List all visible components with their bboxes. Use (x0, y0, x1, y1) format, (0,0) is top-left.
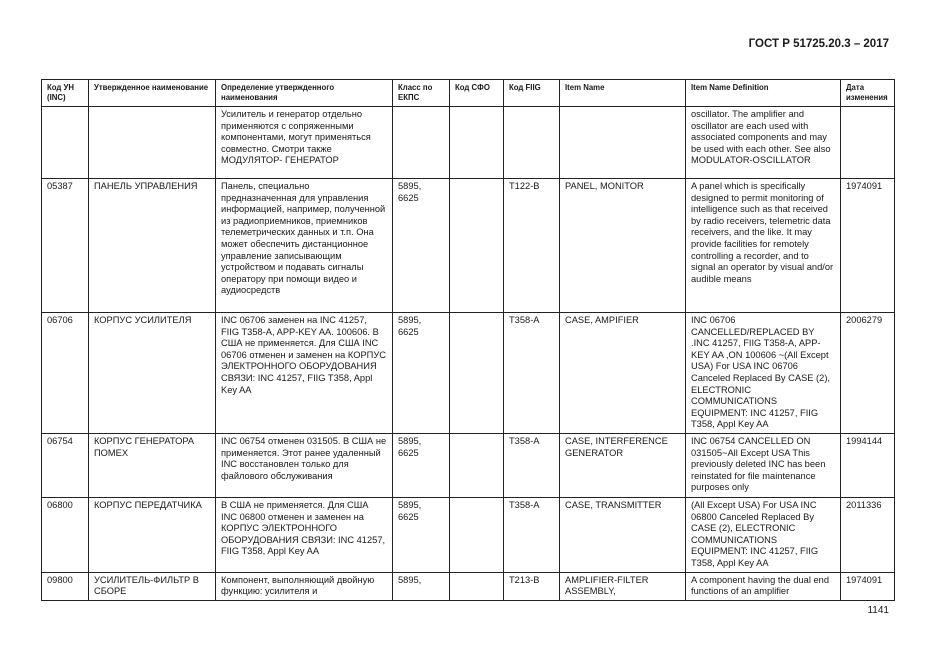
cell-item-name: CASE, AMPIFIER (560, 313, 686, 434)
cell-inc: 06706 (42, 313, 89, 434)
cell-sfo (450, 497, 504, 572)
cell-date: 1974091 (841, 572, 895, 600)
cell-item-definition: A panel which is specifically designed to permit monitoring of intelligence such as that received by radio receivers, telemetric data receivers, and the like. It may provide facilities for remotely controlling a recorder, and to signal an operator by visual and/or audible means (686, 179, 841, 313)
cell-inc (42, 107, 89, 179)
cell-sfo (450, 179, 504, 313)
cell-item-name: CASE, INTERFERENCE GENERATOR (560, 433, 686, 497)
page-number: 1141 (867, 605, 889, 616)
cell-date (841, 107, 895, 179)
cell-item-definition: INC 06706 CANCELLED/REPLACED BY .INC 41257, FIIG T358-A, APP-KEY AA ,ON 100606 ~(All Except USA) For USA INC 06706 Canceled Replaced By CASE (2), ELECTRONIC COMMUNICATIONS EQUIPMENT: INC 41257, FIIG T358, Appl Key AA (686, 313, 841, 434)
table-row (42, 313, 895, 434)
cell-name-ru: КОРПУС УСИЛИТЕЛЯ (89, 313, 216, 434)
cell-class: 5895, 6625 (393, 433, 450, 497)
cell-name-ru: УСИЛИТЕЛЬ-ФИЛЬТР В СБОРЕ (89, 572, 216, 600)
col-header-inc: Код УН (INC) (42, 80, 89, 107)
cell-fiig: T358-A (504, 433, 560, 497)
inc-table (41, 79, 895, 601)
col-header-name-ru: Утвержденное наименование (89, 80, 216, 107)
table-row (42, 179, 895, 313)
table-row (42, 433, 895, 497)
cell-class: 5895, 6625 (393, 179, 450, 313)
document-code: ГОСТ Р 51725.20.3 – 2017 (748, 38, 889, 50)
col-header-date: Дата изменения (841, 80, 895, 107)
cell-name-ru: КОРПУС ПЕРЕДАТЧИКА (89, 497, 216, 572)
cell-definition-ru: В США не применяется. Для США INC 06800 отменен и заменен на КОРПУС ЭЛЕКТРОННОГО ОБОРУДОВАНИЯ СВЯЗИ: INC 41257, FIIG T358, Appl Key AA (216, 497, 393, 572)
table-row (42, 572, 895, 600)
table-header-row (42, 80, 895, 107)
cell-date: 1974091 (841, 179, 895, 313)
cell-inc: 09800 (42, 572, 89, 600)
cell-name-ru: ПАНЕЛЬ УПРАВЛЕНИЯ (89, 179, 216, 313)
col-header-item-name: Item Name (560, 80, 686, 107)
cell-fiig: T358-A (504, 313, 560, 434)
cell-item-name: PANEL, MONITOR (560, 179, 686, 313)
cell-item-name (560, 107, 686, 179)
cell-definition-ru: INC 06706 заменен на INC 41257, FIIG T358-A, APP-KEY AA. 100606. В США не применяется. Для США INC 06706 отменен и заменен на КОРПУС ЭЛЕКТРОННОГО ОБОРУДОВАНИЯ СВЯЗИ: INC 41257, FIIG T358, Appl Key AA (216, 313, 393, 434)
cell-name-ru (89, 107, 216, 179)
cell-definition-ru: Усилитель и генератор отдельно применяются с сопряженными компонентами, могут применяться совместно. Смотри также МОДУЛЯТОР- ГЕНЕРАТОР (216, 107, 393, 179)
cell-item-name: AMPLIFIER-FILTER ASSEMBLY, (560, 572, 686, 600)
cell-class: 5895, 6625 (393, 313, 450, 434)
cell-definition-ru: Компонент, выполняющий двойную функцию: усилителя и (216, 572, 393, 600)
cell-inc: 06800 (42, 497, 89, 572)
cell-item-definition: INC 06754 CANCELLED ON 031505~All Except USA This previously deleted INC has been reinstated for file maintenance purposes only (686, 433, 841, 497)
cell-class (393, 107, 450, 179)
cell-fiig: T358-A (504, 497, 560, 572)
cell-class: 5895, 6625 (393, 497, 450, 572)
cell-date: 2011336 (841, 497, 895, 572)
cell-fiig (504, 107, 560, 179)
cell-item-definition: oscillator. The amplifier and oscillator are each used with associated components and may be used with each other. See also MODULATOR-OSCILLATOR (686, 107, 841, 179)
col-header-definition-ru: Определение утвержденного наименования (216, 80, 393, 107)
cell-fiig: T122-B (504, 179, 560, 313)
cell-item-definition: A component having the dual end functions of an amplifier (686, 572, 841, 600)
col-header-fiig: Код FIIG (504, 80, 560, 107)
cell-sfo (450, 433, 504, 497)
cell-inc: 05387 (42, 179, 89, 313)
cell-sfo (450, 313, 504, 434)
cell-item-name: CASE, TRANSMITTER (560, 497, 686, 572)
cell-definition-ru: INC 06754 отменен 031505. В США не применяется. Этот ранее удаленный INC восстановлен только для файлового обслуживания (216, 433, 393, 497)
cell-class: 5895, (393, 572, 450, 600)
col-header-class: Класс по ЕКПС (393, 80, 450, 107)
col-header-sfo: Код СФО (450, 80, 504, 107)
table-row (42, 107, 895, 179)
cell-item-definition: (All Except USA) For USA INC 06800 Canceled Replaced By CASE (2), ELECTRONIC COMMUNICATIONS EQUIPMENT: INC 41257, FIIG T358, Appl Key AA (686, 497, 841, 572)
cell-fiig: T213-B (504, 572, 560, 600)
cell-name-ru: КОРПУС ГЕНЕРАТОРА ПОМЕХ (89, 433, 216, 497)
cell-definition-ru: Панель, специально предназначенная для управления информацией, например, полученной из радиоприемников, приемников телеметрических данных и т.п. Она может обеспечить дистанционное управление записывающим устройством и подавать сигналы оператору при помощи видео и аудиосредств (216, 179, 393, 313)
table-row (42, 497, 895, 572)
cell-sfo (450, 107, 504, 179)
cell-date: 1994144 (841, 433, 895, 497)
cell-inc: 06754 (42, 433, 89, 497)
col-header-item-definition: Item Name Definition (686, 80, 841, 107)
cell-date: 2006279 (841, 313, 895, 434)
cell-sfo (450, 572, 504, 600)
